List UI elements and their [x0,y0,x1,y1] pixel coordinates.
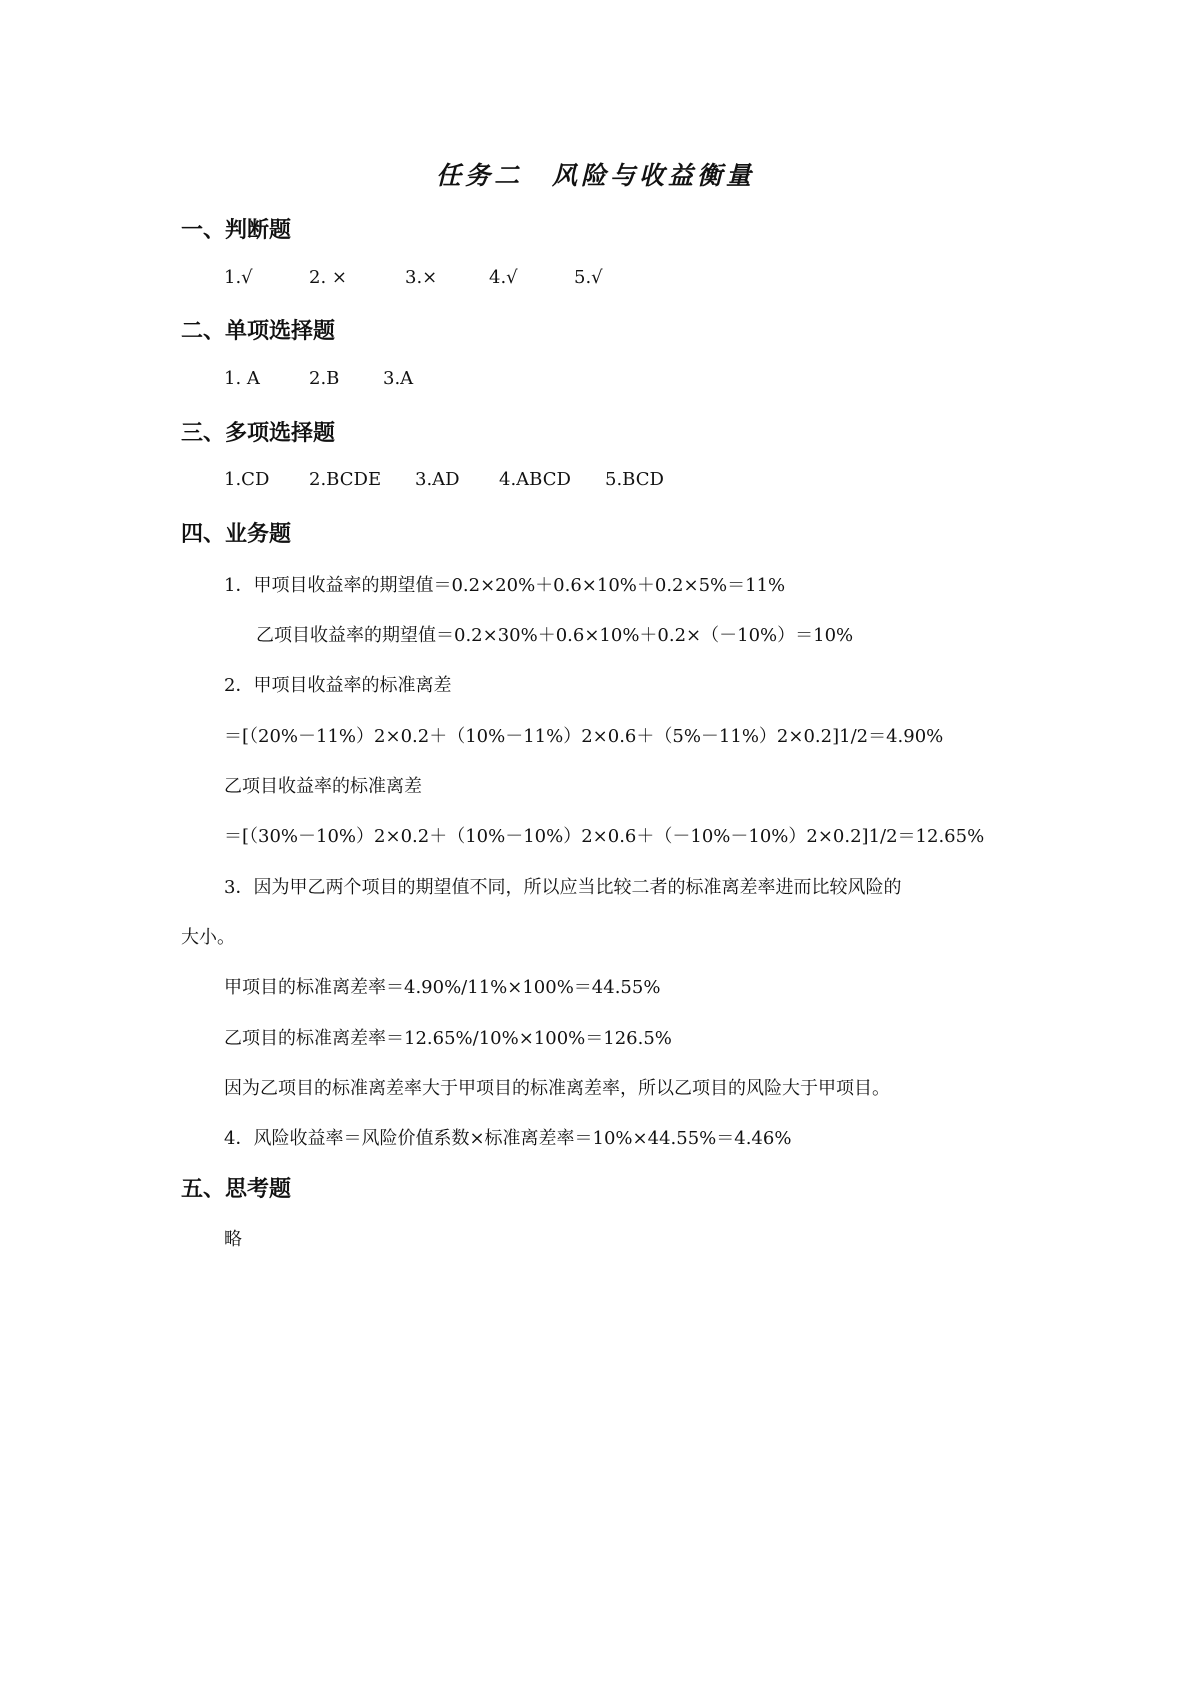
answer-item: 1. A [224,368,260,389]
business-line: 乙项目收益率的期望值＝0.2×30%＋0.6×10%＋0.2×（－10%）＝10% [256,625,854,646]
answer-item: 4.ABCD [499,469,571,490]
business-line: 甲项目的标准离差率＝4.90%/11%×100%＝44.55% [224,977,661,998]
business-line: 1．甲项目收益率的期望值＝0.2×20%＋0.6×10%＋0.2×5%＝11% [224,575,786,596]
judgment-answers [224,267,603,288]
multiple-choice-answers [224,469,664,490]
answer-item: 2.BCDE [309,469,382,490]
section-heading-multiple-choice: 三、多项选择题 [181,421,336,446]
business-line: 乙项目收益率的标准离差 [224,776,422,797]
business-line: 因为乙项目的标准离差率大于甲项目的标准离差率，所以乙项目的风险大于甲项目。 [224,1078,890,1099]
answer-item: 2. × [309,267,347,288]
answer-item: 3.× [405,267,438,288]
section-heading-single-choice: 二、单项选择题 [181,319,336,344]
section-heading-business: 四、业务题 [181,522,292,547]
answer-item: 1.√ [224,267,253,288]
business-line: 4．风险收益率＝风险价值系数×标准离差率＝10%×44.55%＝4.46% [224,1128,792,1149]
answer-item: 4.√ [489,267,518,288]
business-line: ＝[（20%－11%）2×0.2＋（10%－11%）2×0.6＋（5%－11%）2×0.2]1/2＝4.90% [224,726,944,747]
business-line: 乙项目的标准离差率＝12.65%/10%×100%＝126.5% [224,1028,672,1049]
answer-item: 2.B [309,368,340,389]
section-heading-judgment: 一、判断题 [181,218,292,243]
answer-item: 1.CD [224,469,270,490]
answer-item: 5.BCD [605,469,664,490]
page-title: 任务二 风险与收益衡量 [435,161,755,190]
single-choice-answers [224,368,413,389]
section-heading-thinking: 五、思考题 [181,1177,292,1202]
answer-item: 3.A [383,368,414,389]
answer-item: 5.√ [574,267,603,288]
business-line: ＝[（30%－10%）2×0.2＋（10%－10%）2×0.6＋（－10%－10%）2×0.2]1/2＝12.65% [224,826,985,847]
business-line: 大小。 [181,927,235,948]
business-line: 2．甲项目收益率的标准离差 [224,675,452,696]
answer-item: 3.AD [415,469,460,490]
business-line: 3．因为甲乙两个项目的期望值不同，所以应当比较二者的标准离差率进而比较风险的 [224,877,902,898]
thinking-answer: 略 [224,1229,242,1250]
